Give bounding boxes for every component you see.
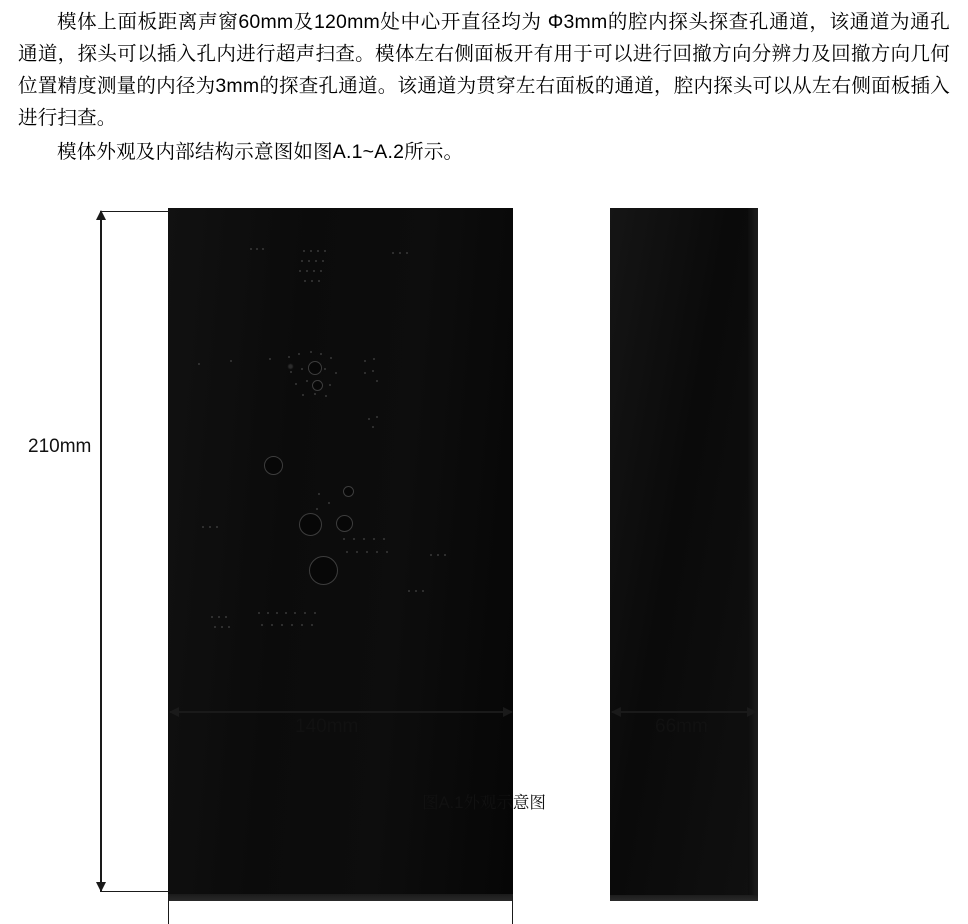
paragraph-1: 模体上面板距离声窗60mm及120mm处中心开直径均为 Φ3mm的腔内探头探查孔通道，该通道为通孔通道，探头可以插入孔内进行超声扫查。模体左右侧面板开有用于可以进行回撤方向分辨力及回撤方向几何位置精度测量的内径为3mm的探查孔通道。该通道为贯穿左右面板的通道，腔内探头可以从左右侧面板插入进行扫查。: [18, 11, 950, 129]
side-width-dimension-line: [612, 711, 756, 713]
front-width-extension-left: [168, 896, 169, 924]
height-extension-top: [100, 211, 170, 212]
height-extension-bottom: [100, 891, 170, 892]
phantom-side-bottom-edge: [610, 895, 758, 901]
figure-caption: 图A.1外观示意图: [422, 794, 546, 812]
front-width-dimension-line: [170, 711, 512, 713]
front-width-dimension-label: 140mm: [295, 716, 359, 737]
side-width-dimension-label: 66mm: [655, 716, 708, 737]
height-dimension-label: 210mm: [28, 436, 92, 457]
side-width-arrow-right: [747, 707, 757, 717]
side-width-arrow-left: [611, 707, 621, 717]
figure-a1: [0, 196, 968, 819]
front-width-arrow-left: [169, 707, 179, 717]
paragraph-2: 模体外观及内部结构示意图如图A.1~A.2所示。: [57, 141, 464, 163]
front-width-extension-right: [512, 896, 513, 924]
body-text: [18, 6, 950, 168]
front-width-arrow-right: [503, 707, 513, 717]
phantom-front-bottom-edge: [168, 894, 513, 901]
